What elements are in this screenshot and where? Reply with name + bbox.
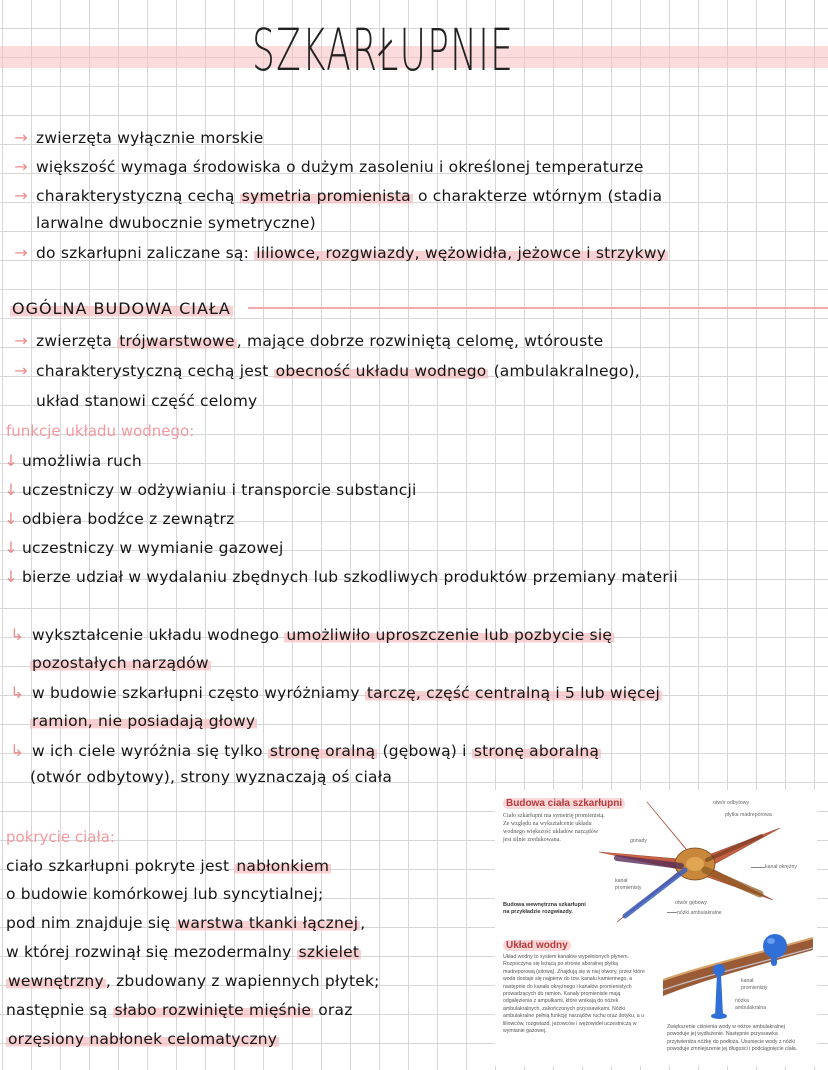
function-item: ↓ bierze udział w wydalaniu zbędnych lub szkodliwych produktów przemiany materii [4,567,678,586]
highlight: ramion, nie posiadają głowy [32,712,256,730]
subtitle-body-cover: pokrycie ciała: [6,828,115,846]
arrow-right-icon: → [14,157,28,176]
label-anus: otwór odbytowy [713,800,750,806]
return-arrow-icon: ↳ [10,741,24,760]
note-item: ↳ w budowie szkarłupni często wyróżniamy tarczę, część centralną i 5 lub więcej [6,682,662,704]
highlight: liliowce, rozgwiazdy, wężowidła, jeżowce i strzykwy [256,244,667,262]
inset-caption-starfish: Budowa wewnętrzna szkarłupni na przykładzie rozgwiazdy. [503,902,586,915]
inset-caption-tube-foot: Zwiększenie ciśnienia wody w nóżce ambulakralnej powoduje jej wydłużenie. Następnie przyssawka przytwierdza nóżkę do podłoża. Usunięcie wody z nóżki powoduje zmniejszenie jej długości i podciągnięcie ciała. [667,1024,798,1053]
label-radial-canal: kanał promienisty [615,878,642,891]
label-tube-foot: nóżka ambulakralna [735,998,767,1011]
label-gonads: gonady [630,838,648,844]
highlight: obecność układu wodnego [275,362,487,380]
general-item: → zwierzęta trójwarstwowe , mające dobrze rozwiniętą celomę, wtórouste [10,330,603,352]
check-down-arrow-icon: ↓ [4,538,18,557]
note-item-continuation: (otwór odbytowy), strony wyznaczają oś ciała [30,768,393,786]
highlight: stronę oralną [269,742,376,760]
check-down-arrow-icon: ↓ [4,567,18,586]
body-cover-line: ciało szkarłupni pokryte jest nabłonkiem [6,857,330,875]
highlight: umożliwiło uproszczenie lub pozbycie się [286,626,613,644]
leader-line [667,912,677,913]
note-item-continuation [30,710,257,732]
return-arrow-icon: ↳ [10,625,24,644]
note-item: ↳ w ich ciele wyróżnia się tylko stronę oralną (gębową) i stronę aboralną [6,740,601,762]
arrow-right-icon: → [14,186,28,205]
leader-line [751,867,765,868]
intro-item: → charakterystyczną cechą symetria promienista o charakterze wtórnym (stadia [10,185,662,207]
return-arrow-icon: ↳ [10,683,24,702]
function-item: ↓ uczestniczy w odżywianiu i transporcie substancji [4,480,417,499]
body-cover-line: orzęsiony nabłonek celomatyczny [8,1030,278,1048]
body-cover-line: wewnętrzny , zbudowany z wapiennych płytek; [8,972,380,990]
note-item-continuation [30,652,211,674]
check-down-arrow-icon: ↓ [4,480,18,499]
textbook-excerpt [495,790,817,1066]
highlight: trójwarstwowe [119,332,235,350]
body-cover-line: pod nim znajduje się warstwa tkanki łącznej , [6,914,366,932]
label-ring-canal: kanał okrężny [765,864,798,870]
highlight: symetria promienista [241,187,411,205]
function-item: ↓ odbiera bodźce z zewnątrz [4,509,235,528]
general-item: → charakterystyczną cechą jest obecność układu wodnego (ambulakralnego), [10,360,640,382]
highlight: tarczę, część centralną i 5 lub więcej [366,684,661,702]
intro-item: → zwierzęta wyłącznie morskie [10,127,263,149]
highlight: pozostałych narządów [32,654,209,672]
page-title: SZKARŁUPNIE [252,16,515,84]
label-madreporite: płytka madreporowa [725,812,772,818]
arrow-right-icon: → [14,361,28,380]
check-down-arrow-icon: ↓ [4,509,18,528]
arrow-right-icon: → [14,331,28,350]
general-item-continuation: układ stanowi część celomy [36,392,258,410]
arrow-right-icon: → [14,243,28,262]
inset-heading-water-system: Układ wodny [503,940,571,952]
intro-item: → do szkarłupni zaliczane są: liliowce, rozgwiazdy, wężowidła, jeżowce i strzykwy [10,242,668,264]
body-cover-line: następnie są słabo rozwinięte mięśnie oraz [6,1001,353,1019]
highlight: stronę aboralną [473,742,600,760]
label-mouth: otwór gębowy [675,900,708,906]
section-divider [248,307,828,309]
body-cover-line: w której rozwinął się mezodermalny szkielet [6,943,360,961]
check-down-arrow-icon: ↓ [4,451,18,470]
intro-item: → większość wymaga środowiska o dużym zasoleniu i określonej temperaturze [10,156,644,178]
inset-paragraph-body-structure: Ciało szkarłupni ma symetrię promienistą. Ze względu na wykształcenie układu wodnego większość układów narządów jest silnie zredukowana. [503,813,605,843]
function-item: ↓ umożliwia ruch [4,451,142,470]
label-radial-canal-2: kanał promienisty [741,978,768,991]
intro-item-continuation: larwalne dwubocznie symetryczne) [36,214,316,232]
inset-heading-body-structure: Budowa ciała szkarłupni [503,798,625,810]
label-tube-feet: nóżki ambulakralne [677,910,722,916]
note-item: ↳ wykształcenie układu wodnego umożliwiło uproszczenie lub pozbycie się [6,624,614,646]
subtitle-water-functions: funkcje układu wodnego: [6,422,195,440]
function-item: ↓ uczestniczy w wymianie gazowej [4,538,284,557]
section-title-general: OGÓLNA BUDOWA CIAŁA [12,299,231,318]
arrow-right-icon: → [14,128,28,147]
inset-paragraph-water-system: Układ wodny to system kanałów wypełnionych płynem. Rozpoczyna się leżącą po stronie aboralnej płytką madreporową (sitową). Znajdują się w niej otwory, przez które woda dostaje się najpierw do tzw. kanału kamiennego, a następnie do kanału okrężnego i kanałów promienistych prowadzących do ramion. Kanały promieniste mają odgałęzienia z ampułkami, które wnikają do nóżek ambulakralnych, zakończonych przyssawkami. Nóżki ambulakralne pełnią funkcję narządów ruchu oraz dotyku, a u liliowców, rozgwiazd, jeżowców i wężowideł uczestniczą w wymianie gazowej. [503,954,645,1035]
body-cover-line: o budowie komórkowej lub syncytialnej; [6,885,324,903]
